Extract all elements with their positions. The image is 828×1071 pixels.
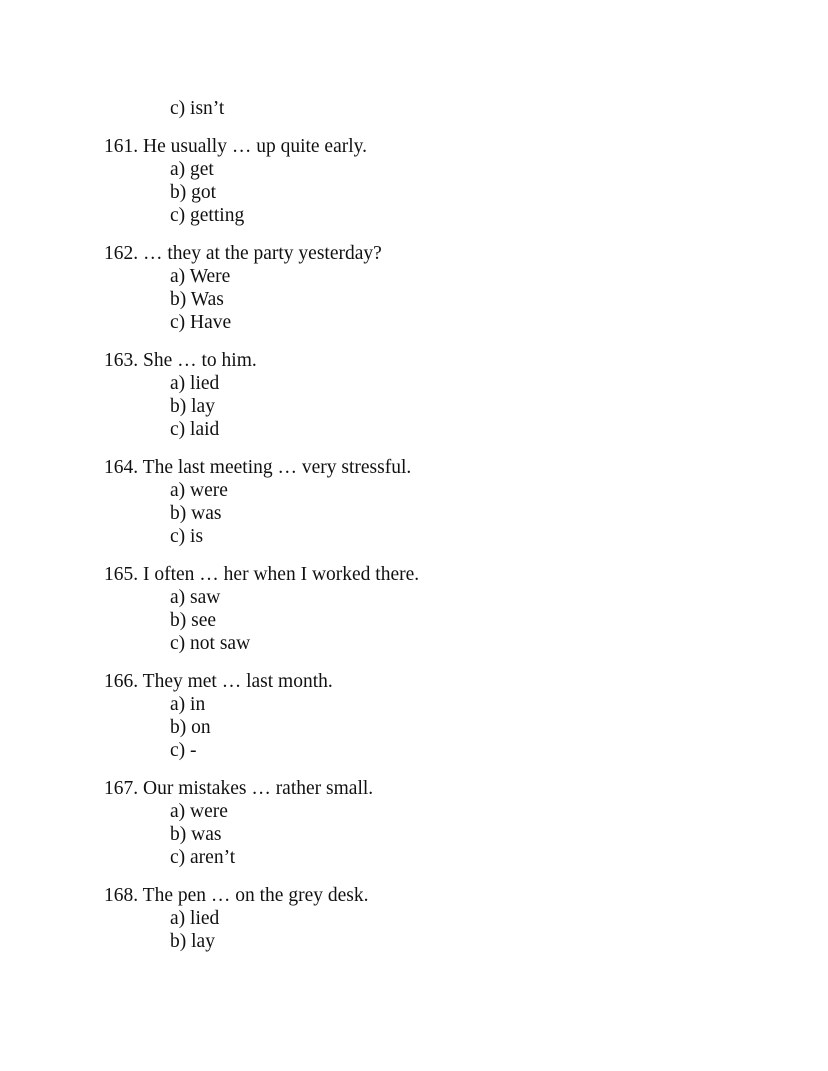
question-text: … they at the party yesterday?	[143, 243, 382, 264]
option-a	[170, 693, 205, 716]
option-text: was	[191, 503, 222, 524]
option-text: laid	[190, 419, 220, 440]
option-c	[170, 418, 219, 441]
question-number: 162.	[104, 243, 139, 264]
option-text: isn’t	[190, 98, 225, 119]
option-b	[170, 181, 216, 204]
option-a	[170, 907, 219, 930]
option-label: c)	[170, 633, 186, 654]
option-text: saw	[190, 587, 221, 608]
option-text: on	[191, 717, 211, 738]
question-stem	[104, 777, 373, 800]
question-text: She … to him.	[143, 350, 257, 371]
question-number: 161.	[104, 136, 139, 157]
option-label: b)	[170, 182, 187, 203]
question-stem	[104, 242, 382, 265]
question-stem	[104, 135, 367, 158]
question-text: I often … her when I worked there.	[143, 564, 420, 585]
question-number: 165.	[104, 564, 139, 585]
question-text: The pen … on the grey desk.	[142, 885, 369, 906]
option-b	[170, 502, 221, 525]
option-label: a)	[170, 373, 186, 394]
option-a	[170, 372, 219, 395]
question-stem	[104, 456, 411, 479]
option-text: in	[190, 694, 206, 715]
option-label: a)	[170, 159, 186, 180]
option-text: Have	[190, 312, 232, 333]
option-text: is	[190, 526, 204, 547]
option-text: lied	[190, 908, 220, 929]
question-number: 164.	[104, 457, 139, 478]
option-c	[170, 311, 231, 334]
option-label: a)	[170, 694, 186, 715]
option-text: lied	[190, 373, 220, 394]
option-a	[170, 800, 228, 823]
option-label: b)	[170, 931, 187, 952]
option-text: Was	[190, 289, 224, 310]
option-label: c)	[170, 205, 186, 226]
question-number: 167.	[104, 778, 139, 799]
option-label: c)	[170, 98, 186, 119]
option-b	[170, 716, 211, 739]
option-label: a)	[170, 480, 186, 501]
option-text: aren’t	[190, 847, 236, 868]
option-label: b)	[170, 289, 187, 310]
option-a	[170, 158, 214, 181]
option-text: lay	[191, 396, 215, 417]
question-number: 168.	[104, 885, 139, 906]
option-text: lay	[191, 931, 215, 952]
option-text: was	[191, 824, 222, 845]
option-label: b)	[170, 610, 187, 631]
option-text: were	[190, 480, 228, 501]
question-number: 163.	[104, 350, 139, 371]
option-text: got	[191, 182, 217, 203]
option-c	[170, 204, 244, 227]
option-label: c)	[170, 419, 186, 440]
option-c	[170, 632, 250, 655]
option-a	[170, 265, 230, 288]
option-b	[170, 609, 216, 632]
option-text: see	[191, 610, 217, 631]
option-text: getting	[190, 205, 245, 226]
option-a	[170, 479, 228, 502]
option-b	[170, 823, 221, 846]
option-c	[170, 846, 235, 869]
option-label: a)	[170, 908, 186, 929]
option-c	[170, 739, 197, 762]
option-160-c	[170, 97, 224, 120]
question-text: He usually … up quite early.	[143, 136, 368, 157]
option-label: c)	[170, 312, 186, 333]
option-text: get	[190, 159, 214, 180]
question-stem	[104, 349, 257, 372]
question-text: The last meeting … very stressful.	[142, 457, 412, 478]
option-text: were	[190, 801, 228, 822]
option-label: c)	[170, 526, 186, 547]
option-label: b)	[170, 717, 187, 738]
option-b	[170, 930, 215, 953]
option-label: b)	[170, 503, 187, 524]
option-label: c)	[170, 847, 186, 868]
option-a	[170, 586, 220, 609]
question-stem	[104, 563, 419, 586]
option-b	[170, 395, 215, 418]
option-b	[170, 288, 224, 311]
option-c	[170, 525, 203, 548]
question-stem	[104, 884, 368, 907]
option-label: a)	[170, 801, 186, 822]
option-text: Were	[189, 266, 231, 287]
option-text: not saw	[190, 633, 251, 654]
question-stem	[104, 670, 333, 693]
option-label: c)	[170, 740, 186, 761]
question-text: They met … last month.	[142, 671, 333, 692]
option-label: a)	[170, 266, 186, 287]
question-number: 166.	[104, 671, 139, 692]
option-text: -	[190, 740, 197, 761]
option-label: b)	[170, 396, 187, 417]
option-label: b)	[170, 824, 187, 845]
option-label: a)	[170, 587, 186, 608]
question-text: Our mistakes … rather small.	[143, 778, 374, 799]
